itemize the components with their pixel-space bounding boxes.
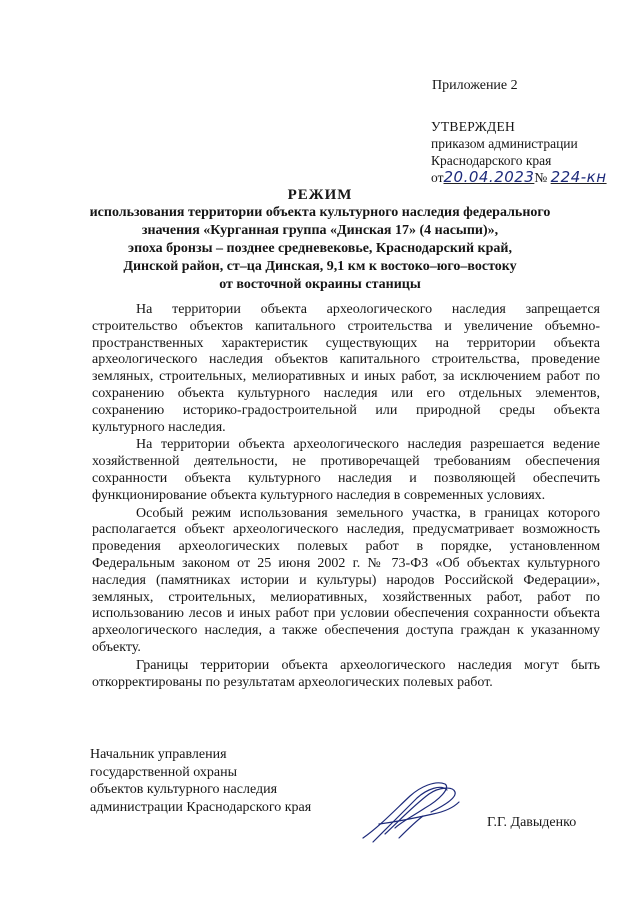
approval-block bbox=[431, 118, 607, 186]
signatory-line: Начальник управления bbox=[90, 747, 227, 762]
date-prefix: от bbox=[431, 170, 444, 185]
paragraph: На территории объекта археологического наследия запрещается строительство объектов капитального строительства и увеличение объемно-пространственных характеристик существующих на территории объекта археологического наследия объектов капитального строительства, проведение земляных, строительных, мелиоративных и иных работ, за исключением работ по сохранению объекта культурного наследия или его отдельных элементов, сохранению историко-градостроительной или природной среды объекта культурного наследия. bbox=[92, 302, 600, 435]
number-prefix: № bbox=[534, 170, 548, 185]
order-date-line bbox=[431, 169, 607, 186]
title-line: от восточной окраины станицы bbox=[219, 277, 421, 292]
signatory-line: администрации Краснодарского края bbox=[90, 799, 312, 815]
signatory-title bbox=[90, 746, 311, 816]
signatory-line: объектов культурного наследия bbox=[90, 782, 278, 797]
order-line-2: Краснодарского края bbox=[431, 153, 552, 168]
paragraph: Особый режим использования земельного участка, в границах которого располагается объект археологического наследия, предусматривает возможность проведения археологических полевых работ в порядке, установленном Федеральным законом от 25 июня 2002 г. № 73-ФЗ «Об объектах культурного наследия (памятниках истории и культуры) народов Российской Федерации», земляных, строительных, мелиоративных, хозяйственных работ, работ по использованию лесов и иных работ при условии обеспечения сохранности объекта археологического наследия, а также обеспечения доступа граждан к указанному объекту. bbox=[92, 505, 600, 655]
title-line: использования территории объекта культурного наследия федерального bbox=[89, 205, 551, 220]
signatory-line: государственной охраны bbox=[90, 764, 238, 780]
signatory-name: Г.Г. Давыденко bbox=[487, 815, 577, 830]
title-line: значения «Курганная группа «Динская 17» (4 насыпи)», bbox=[141, 223, 499, 238]
title-heading: РЕЖИМ bbox=[287, 187, 353, 203]
title-line: Динской район, ст–ца Динская, 9,1 км к востоко–юго–востоку bbox=[123, 259, 517, 274]
paragraph: На территории объекта археологического наследия разрешается ведение хозяйственной деятельности, не противоречащей требованиям обеспечения сохранности объекта культурного наследия и позволяющей обеспечить функционирование объекта культурного наследия в современных условиях. bbox=[92, 437, 600, 503]
title-line: эпоха бронзы – позднее средневековье, Краснодарский край, bbox=[128, 241, 512, 256]
handwritten-date: 20.04.2023 bbox=[443, 168, 535, 186]
document-body bbox=[92, 302, 600, 691]
appendix-label: Приложение 2 bbox=[432, 78, 518, 93]
handwritten-number: 224-кн bbox=[550, 168, 607, 186]
approved-label: УТВЕРЖДЕН bbox=[431, 119, 516, 134]
handwritten-signature bbox=[355, 776, 465, 846]
document-title bbox=[70, 186, 570, 294]
paragraph: Границы территории объекта археологического наследия могут быть откорректированы по результатам археологических полевых работ. bbox=[92, 657, 600, 690]
order-line-1: приказом администрации bbox=[431, 136, 578, 151]
